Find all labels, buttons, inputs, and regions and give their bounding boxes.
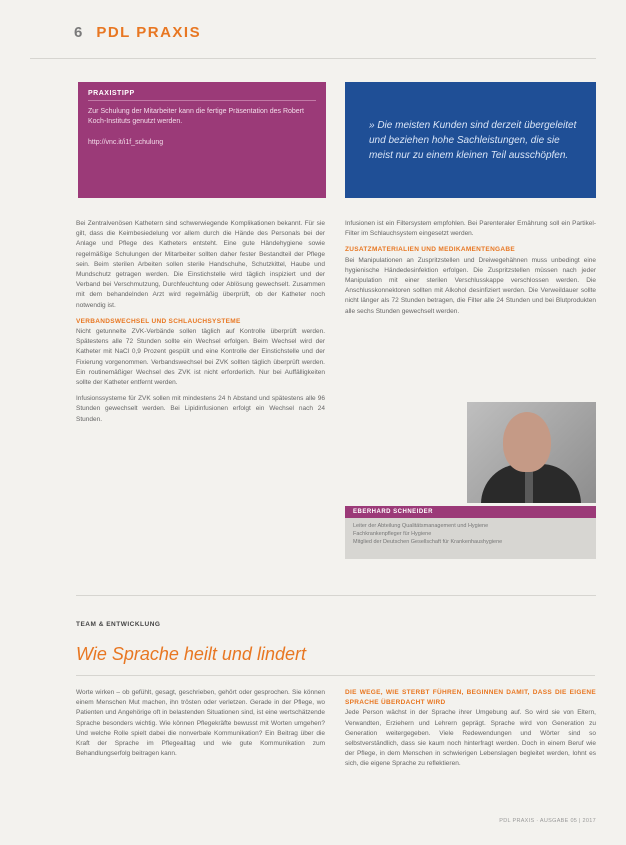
paragraph: Bei Manipulationen an Zuspritzstellen und Dreiwegehähnen muss unbedingt eine hygienische Händedesinfektion erfolgen. Die Zuspritzstellen müssen nach jeder Manipulation mit einer sterilen Verschlusskappe verschlossen werden. Die Anschlusskonnektoren sollten mit Alkohol desinfiziert werden. Die Verweildauer sollte nicht länger als 72 Stunden betragen, die Filter alle 24 Stunden und bei Blutprodukten alle sechs Stunden gewechselt werden.	[345, 256, 596, 315]
paragraph: Infusionen ist ein Filtersystem empfohlen. Bei Parenteraler Ernährung soll ein Partikel-Filter im Schlauchsystem eingesetzt werden.	[345, 220, 596, 238]
headline-divider	[76, 675, 595, 676]
article-column-1	[76, 219, 325, 425]
article-kicker: TEAM & ENTWICKLUNG	[76, 621, 161, 628]
author-details-list	[345, 522, 596, 546]
section-title: PDL PRAXIS	[96, 23, 202, 41]
photo-face-shape	[503, 412, 551, 472]
list-item: Mitglied der Deutschen Gesellschaft für Krankenhaushygiene	[353, 539, 503, 545]
subheading: DIE WEGE, WIE STERBT FÜHREN, BEGINNEN DAMIT, DASS DIE EIGENE SPRACHE ÜBERDACHT WIRD	[345, 689, 596, 707]
author-name: EBERHARD SCHNEIDER	[345, 506, 596, 518]
practice-tip-box	[78, 82, 326, 198]
photo-tie-shape	[525, 468, 533, 503]
tip-title: PRAXISTIPP	[88, 90, 316, 101]
paragraph: Infusionssysteme für ZVK sollen mit mindestens 24 h Abstand und spätestens alle 96 Stunden gewechselt werden. Bei Lipidinfusionen erfolgt ein Wechsel nach 24 Stunden.	[76, 395, 325, 423]
subheading: VERBANDSWECHSEL UND SCHLAUCHSYSTEME	[76, 317, 241, 325]
pull-quote-text: » Die meisten Kunden sind derzeit übergeleitet und beziehen hohe Sachleistungen, die sie meist nur zu einem kleinen Teil ausschöpfen.	[369, 120, 577, 161]
header-divider	[30, 58, 596, 59]
page-header	[74, 22, 201, 42]
article-column-4	[345, 688, 596, 770]
subheading: ZUSATZMATERIALIEN UND MEDIKAMENTENGABE	[345, 246, 516, 254]
section-divider	[76, 595, 596, 596]
list-item: Leiter der Abteilung Qualitätsmanagement und Hygiene	[353, 523, 489, 529]
paragraph: Bei Zentralvenösen Kathetern sind schwerwiegende Komplikationen bekannt. Für sie gilt, dass die Keimbesiedelung vor allem durch die Hände des Personals bei der Anlage und Pflege des Katheters entsteht. Eine gute Händehygiene sowie regelmäßige Schulungen der Mitarbeiter sollten daher fester Bestandteil der Pflege sein. Beim sterilen Arbeiten sollen sterile Handschuhe, Schutzkittel, Haube und Mundschutz getragen werden. Die Einstichstelle wird täglich inspiziert und der Verband bei Verschmutzung, Durchfeuchtung oder Ablösung gewechselt. Zusammen mit dem behandelnden Arzt wird regelmäßig überprüft, ob der Katheter noch notwendig ist.	[76, 220, 325, 309]
paragraph: Nicht getunnelte ZVK-Verbände sollen täglich auf Kontrolle überprüft werden. Spätestens alle 72 Stunden sollte ein Wechsel erfolgen. Beim Wechsel wird der Katheter mit NaCl 0,9 Prozent gespült und eine Kontrolle der Einstichstelle und der Fixierung vorgenommen. Verbandswechsel bei ZVK sollten täglich überprüft werden. Ein routinemäßiger Wechsel des ZVK ist nicht erforderlich. Nur bei Auffälligkeiten sollte der Katheter entfernt werden.	[76, 328, 325, 387]
article-headline: Wie Sprache heilt und lindert	[76, 644, 306, 664]
article-column-2	[345, 219, 596, 317]
tip-url-link[interactable]: http://vnc.it/i1f_schulung	[88, 139, 164, 146]
pull-quote-box	[345, 82, 596, 198]
author-info-box	[345, 506, 596, 559]
tip-body: Zur Schulung der Mitarbeiter kann die fertige Präsentation des Robert Koch-Instituts genutzt werden.	[88, 108, 304, 125]
author-photo	[467, 402, 596, 503]
list-item: Fachkrankenpfleger für Hygiene	[353, 531, 432, 537]
page-footer: PDL PRAXIS · AUSGABE 05 | 2017	[499, 818, 596, 824]
page-number: 6	[74, 23, 83, 41]
paragraph: Jede Person wächst in der Sprache ihrer Umgebung auf. So wird sie von Eltern, Verwandten, Erziehern und Lehrern geprägt. Sprache wird von Generation zu Generation weitergegeben. Viele Redewendungen und Wörter sind so selbstverständlich, dass sie kaum noch hinterfragt werden. Doch in einem Beruf wie der Pflege, in dem Menschen in schwierigen Lebenslagen begleitet werden, lohnt es sich, die eigene Sprache zu reflektieren.	[345, 709, 596, 768]
paragraph: Worte wirken – ob gefühlt, gesagt, geschrieben, gehört oder gesprochen. Sie können einem Menschen Mut machen, ihn trösten oder verletzen. Gerade in der Pflege, wo Patienten und Angehörige oft in belastenden Situationen sind, ist eine wertschätzende Sprache besonders wichtig. Wie können Pflegekräfte bewusst mit Worten umgehen? Und welche Rolle spielt dabei die nonverbale Kommunikation? Ein Beitrag über die Kraft der Sprache im Pflegealltag und wie gute Kommunikation zum Behandlungserfolg beitragen kann.	[76, 689, 325, 758]
article-column-3	[76, 688, 325, 759]
